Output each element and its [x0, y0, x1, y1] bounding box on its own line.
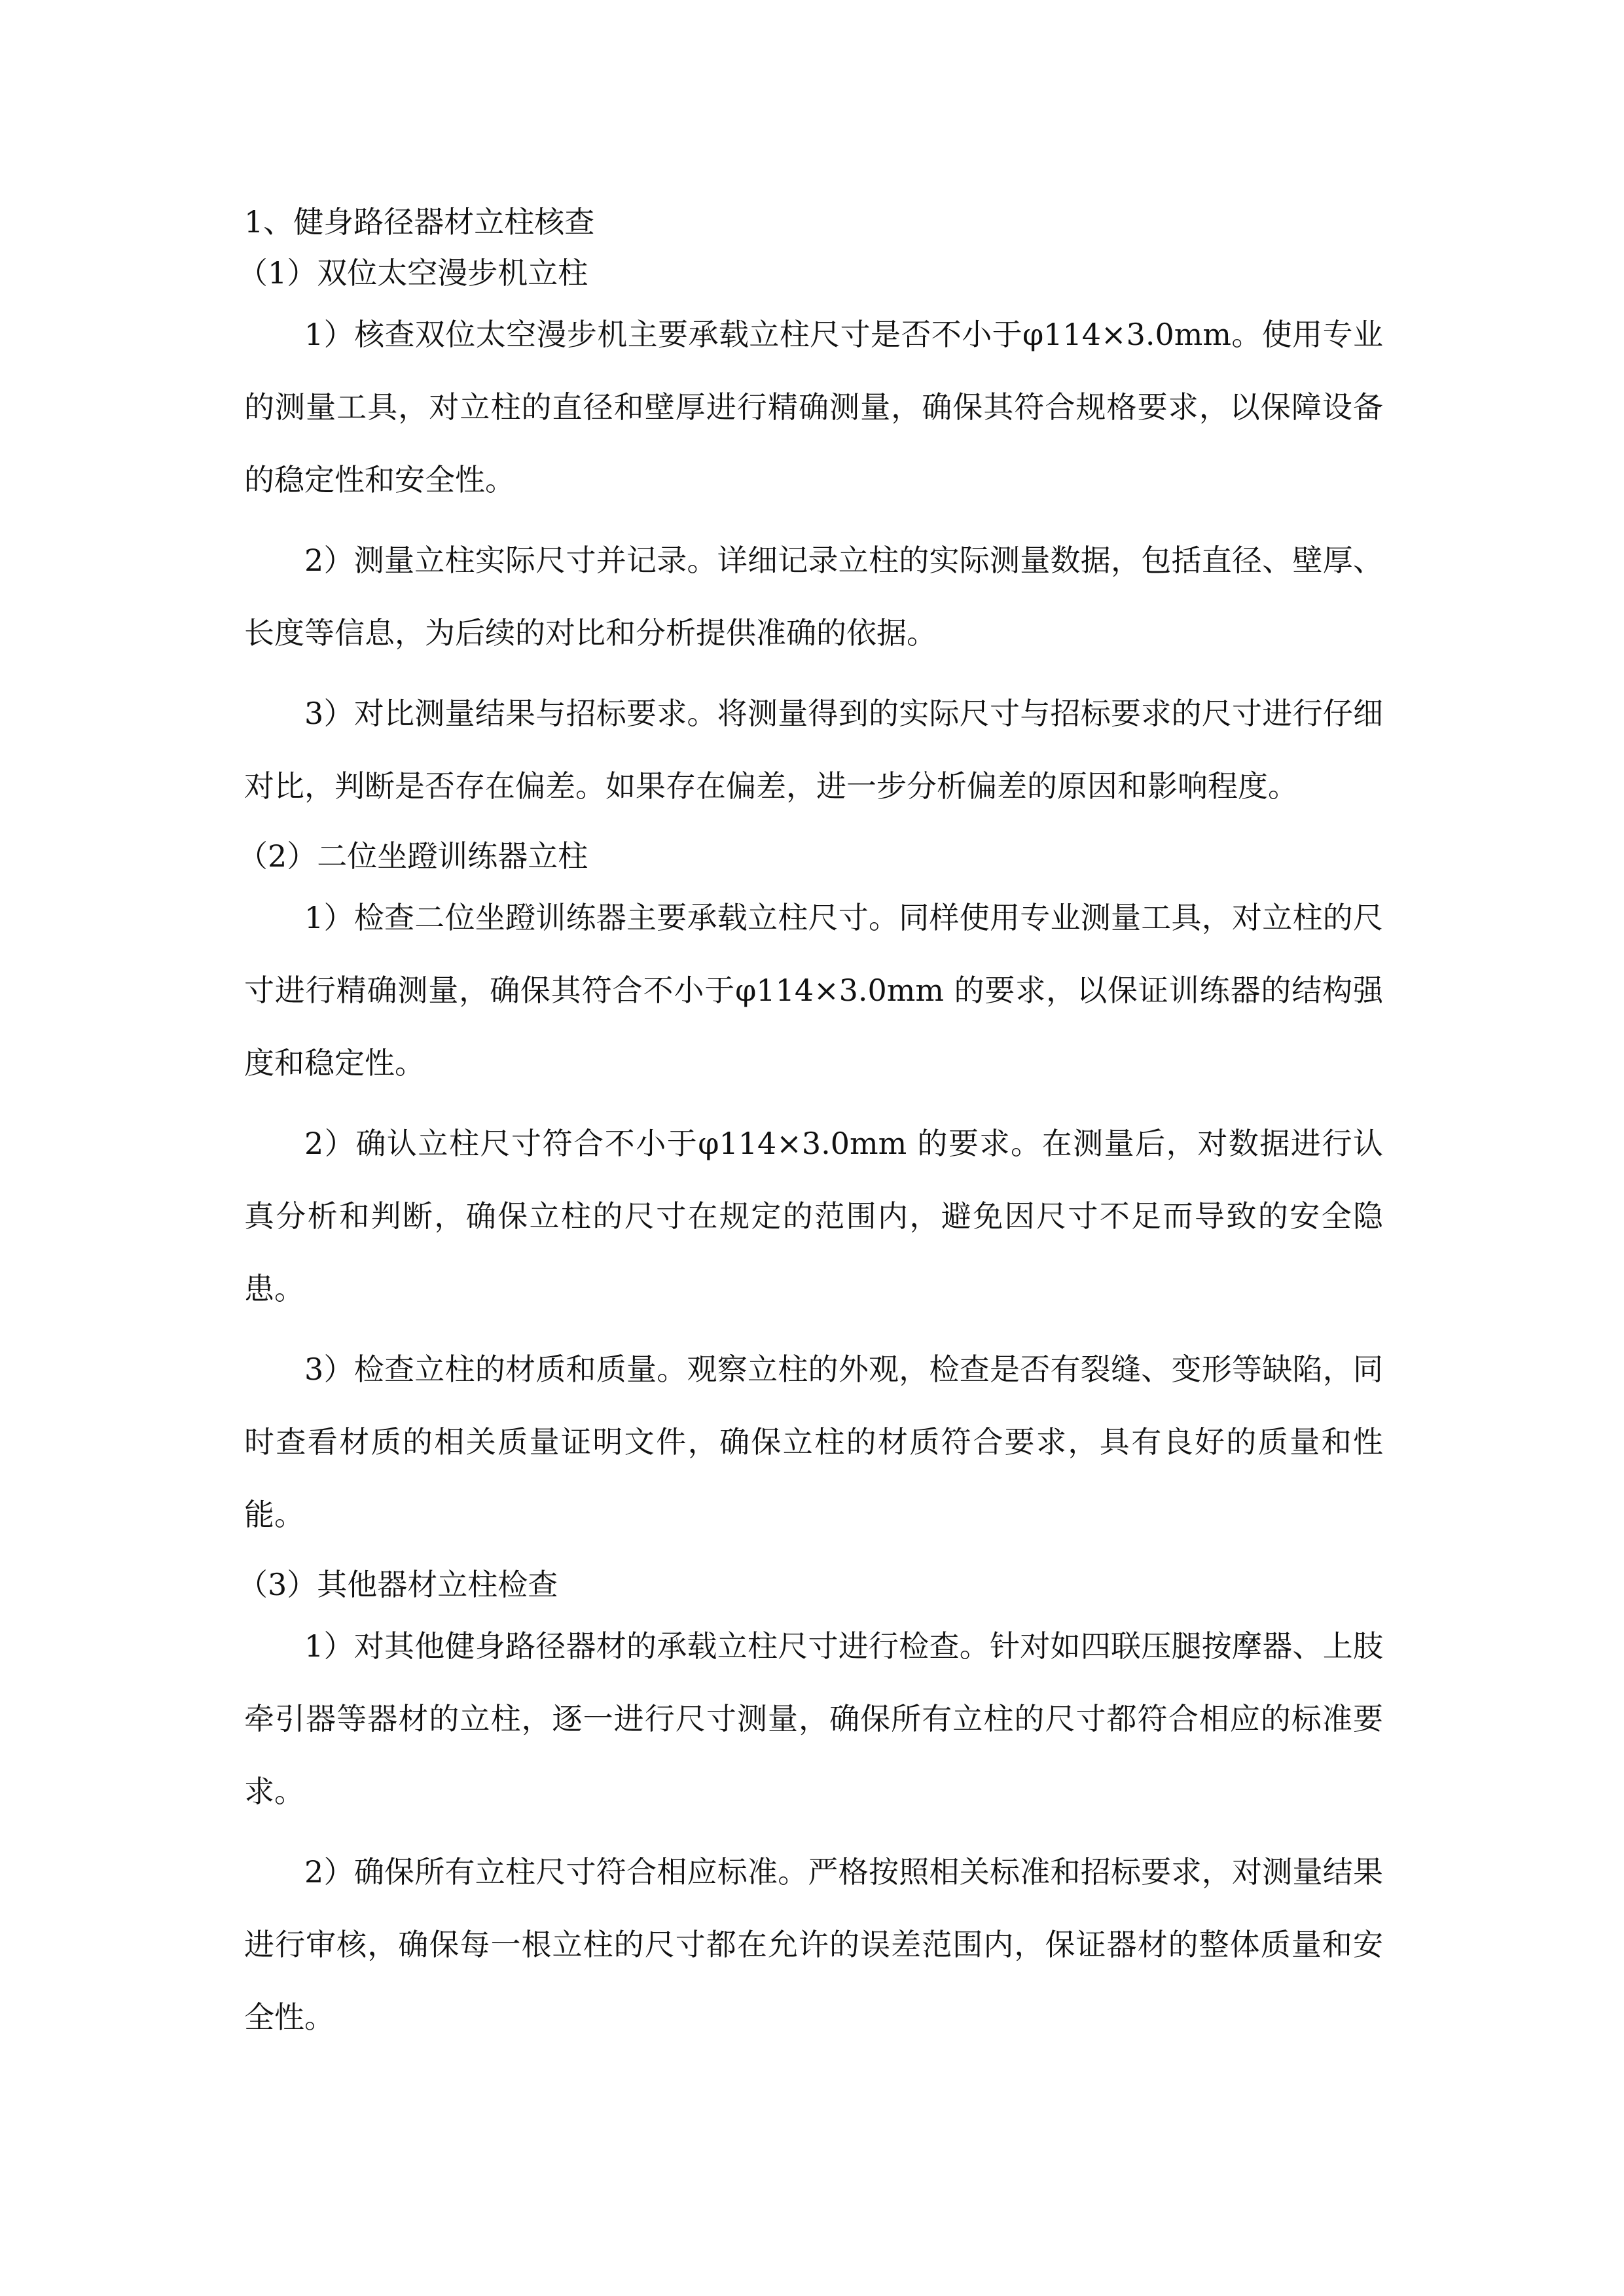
paragraph: 3）检查立柱的材质和质量。观察立柱的外观，检查是否有裂缝、变形等缺陷，同时查看材质的相关质量证明文件，确保立柱的材质符合要求，具有良好的质量和性能。	[244, 1352, 1383, 1532]
paragraph: 3）对比测量结果与招标要求。将测量得到的实际尺寸与招标要求的尺寸进行仔细对比，判断是否存在偏差。如果存在偏差，进一步分析偏差的原因和影响程度。	[244, 696, 1383, 804]
paragraph: 1）核查双位太空漫步机主要承载立柱尺寸是否不小于φ114×3.0mm。使用专业的测量工具，对立柱的直径和壁厚进行精确测量，确保其符合规格要求，以保障设备的稳定性和安全性。	[244, 317, 1383, 497]
paragraph: 2）测量立柱实际尺寸并记录。详细记录立柱的实际测量数据，包括直径、壁厚、长度等信息，为后续的对比和分析提供准确的依据。	[244, 543, 1383, 651]
paragraph: 2）确认立柱尺寸符合不小于φ114×3.0mm 的要求。在测量后，对数据进行认真分析和判断，确保立柱的尺寸在规定的范围内，避免因尺寸不足而导致的安全隐患。	[244, 1126, 1383, 1306]
section-heading: （1）双位太空漫步机立柱	[238, 255, 588, 291]
document-body	[238, 196, 1383, 2062]
paragraph: 1）对其他健身路径器材的承载立柱尺寸进行检查。针对如四联压腿按摩器、上肢牵引器等器材的立柱，逐一进行尺寸测量，确保所有立柱的尺寸都符合相应的标准要求。	[244, 1628, 1383, 1809]
paragraph: 1）检查二位坐蹬训练器主要承载立柱尺寸。同样使用专业测量工具，对立柱的尺寸进行精确测量，确保其符合不小于φ114×3.0mm 的要求，以保证训练器的结构强度和稳定性。	[244, 900, 1383, 1081]
paragraph: 2）确保所有立柱尺寸符合相应标准。严格按照相关标准和招标要求，对测量结果进行审核，确保每一根立柱的尺寸都在允许的误差范围内，保证器材的整体质量和安全性。	[244, 1854, 1383, 2035]
document-title: 1、健身路径器材立柱核查	[244, 204, 595, 240]
section-heading: （2）二位坐蹬训练器立柱	[238, 838, 588, 874]
section-heading: （3）其他器材立柱检查	[238, 1567, 558, 1602]
